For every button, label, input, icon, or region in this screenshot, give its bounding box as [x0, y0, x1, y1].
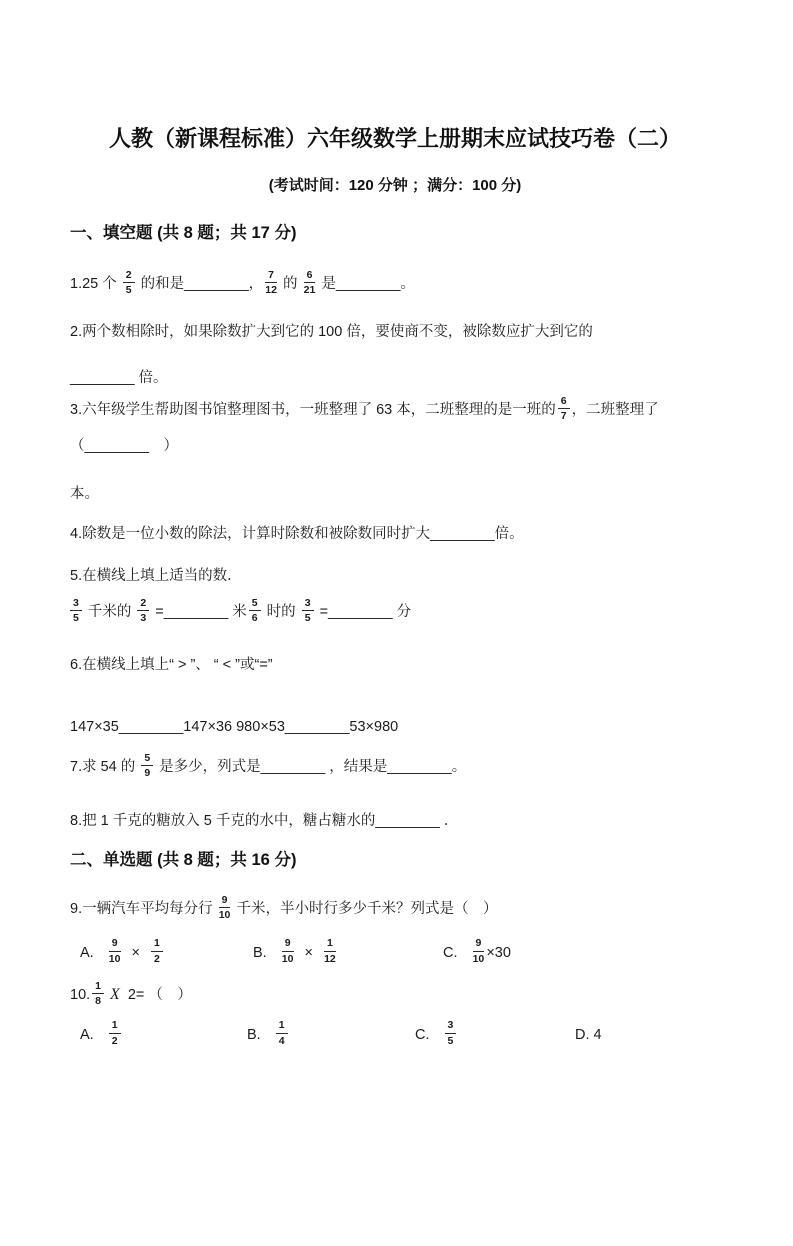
exam-meta: (考试时间：120 分钟 ；满分：100 分) [268, 177, 522, 194]
exam-title: 人教（新课程标准）六年级数学上册期末应试技巧卷（二） [108, 126, 681, 151]
fraction [302, 597, 314, 624]
question-10-options [70, 1017, 720, 1053]
fraction-denominator: 12 [324, 952, 336, 965]
fraction-denominator: 8 [95, 994, 102, 1007]
option-label: D. 4 [575, 1027, 602, 1043]
fraction-denominator: 10 [108, 952, 121, 965]
text-run: 的和是________， [136, 276, 264, 292]
fraction-numerator: 3 [445, 1019, 457, 1033]
fraction-numerator: 1 [276, 1019, 288, 1033]
fraction-denominator: 5 [447, 1034, 454, 1047]
text-run: ×30 [486, 945, 511, 961]
q10-option-b [247, 1017, 415, 1053]
fraction [324, 937, 336, 964]
q10-option-a [80, 1017, 247, 1053]
fraction [109, 937, 121, 964]
fraction-numerator: 6 [558, 395, 570, 409]
fraction-denominator: 3 [140, 611, 147, 624]
question-2: 2.两个数相除时，如果除数扩大到它的 100 倍，要使商不变，被除数应扩大到它的 [70, 324, 593, 340]
option-label: B. [247, 1027, 261, 1043]
question-7 [70, 749, 720, 785]
fraction-numerator: 9 [219, 894, 231, 908]
fraction-denominator: 10 [281, 952, 294, 965]
fraction-denominator: 9 [144, 766, 151, 779]
fraction-numerator: 1 [324, 937, 336, 951]
fraction [70, 597, 82, 624]
section-2-heading: 二、单选题 (共 8 题；共 16 分) [70, 851, 297, 869]
fraction [445, 1019, 457, 1046]
fraction-numerator: 3 [70, 597, 82, 611]
option-label: C. [443, 945, 458, 961]
fraction-denominator: 5 [125, 283, 132, 296]
fraction-numerator: 3 [302, 597, 314, 611]
fraction-numerator: 9 [282, 937, 294, 951]
text-run: 千米，半小时行多少千米？列式是（ ） [232, 901, 498, 917]
option-label: A. [80, 945, 94, 961]
fraction-numerator: 1 [92, 980, 104, 994]
fraction-denominator: 5 [73, 611, 79, 624]
question-9-options [70, 935, 720, 971]
fraction [151, 937, 163, 964]
fraction-numerator: 2 [123, 269, 135, 283]
fraction [137, 597, 149, 624]
text-run: 7.求 54 的 [70, 759, 140, 775]
text-run: 的 [279, 276, 302, 292]
fraction-numerator: 1 [151, 937, 163, 951]
fraction-denominator: 5 [304, 611, 311, 624]
fraction-denominator: 2 [111, 1034, 118, 1047]
fraction-denominator: 7 [560, 409, 567, 422]
text-run: 是________。 [317, 276, 415, 292]
question-5: 5.在横线上填上适当的数． [70, 568, 242, 584]
text-run: 是多少，列式是________ ，结果是________。 [155, 759, 467, 775]
fraction-denominator: 21 [303, 283, 316, 296]
question-3 [70, 392, 720, 464]
text-run: 9.一辆汽车平均每分行 [70, 901, 217, 917]
fraction [473, 937, 485, 964]
question-9 [70, 891, 720, 927]
fraction-numerator: 6 [304, 269, 316, 283]
fraction [249, 597, 261, 624]
question-6: 6.在横线上填上“ > ”、 “ < ”或“=” [70, 657, 273, 673]
fraction-denominator: 2 [154, 952, 160, 965]
option-label: B. [253, 945, 267, 961]
question-2-blank-line: ________ 倍。 [70, 370, 168, 386]
fraction [219, 894, 231, 921]
text-run: 3.六年级学生帮助图书馆整理图书，一班整理了 63 本，二班整理的是一班的 [70, 402, 556, 418]
q9-option-b [253, 935, 443, 971]
multiply-sign: × [131, 945, 141, 961]
multiply-sign: × [304, 945, 314, 961]
question-3-continuation: 本。 [70, 486, 99, 502]
fraction-numerator: 1 [109, 1019, 121, 1033]
question-10 [70, 977, 720, 1013]
question-4: 4.除数是一位小数的除法，计算时除数和被除数同时扩大________倍。 [70, 526, 524, 542]
fraction-denominator: 4 [278, 1034, 285, 1047]
q10-option-c [415, 1017, 575, 1053]
fraction-numerator: 7 [265, 269, 277, 283]
q9-option-a [80, 935, 253, 971]
text-run: 2= （ ） [123, 987, 192, 1003]
text-run: 千米的 [83, 604, 136, 620]
fraction-denominator: 10 [472, 952, 485, 965]
fraction-denominator: 10 [218, 908, 231, 921]
fraction-numerator: 9 [109, 937, 121, 951]
question-8: 8.把 1 千克的糖放入 5 千克的水中，糖占糖水的________ ． [70, 813, 459, 829]
fraction-denominator: 6 [251, 611, 258, 624]
q10-option-d [575, 1017, 602, 1053]
fraction [123, 269, 135, 296]
question-6-comparison-line: 147×35________147×36 980×53________53×980 [70, 719, 399, 735]
text-run: 时的 [262, 604, 300, 620]
text-run: =________ 米 [151, 604, 247, 620]
fraction [141, 752, 153, 779]
text-run: ，二班整理了 （________ ） [70, 402, 659, 454]
text-run: 10. [70, 987, 91, 1003]
fraction-numerator: 9 [473, 937, 485, 951]
option-label: C. [415, 1027, 430, 1043]
fraction-numerator: 2 [137, 597, 149, 611]
fraction [282, 937, 294, 964]
exam-page [0, 124, 793, 1053]
question-5-expression [70, 594, 720, 630]
fraction [109, 1019, 121, 1046]
fraction-denominator: 12 [265, 283, 277, 296]
fraction-numerator: 5 [141, 752, 153, 766]
text-run: 1.25 个 [70, 276, 121, 292]
fraction [558, 395, 570, 422]
fraction [265, 269, 277, 296]
fraction [92, 980, 104, 1007]
fraction-numerator: 5 [249, 597, 261, 611]
fraction [276, 1019, 288, 1046]
fraction [304, 269, 316, 296]
section-1-heading: 一、填空题 (共 8 题；共 17 分) [70, 224, 297, 242]
q9-option-c [443, 935, 511, 971]
text-run: =________ 分 [315, 604, 412, 620]
option-label: A. [80, 1027, 94, 1043]
italic-multiply-sign: X [110, 986, 120, 1003]
question-1 [70, 266, 720, 302]
